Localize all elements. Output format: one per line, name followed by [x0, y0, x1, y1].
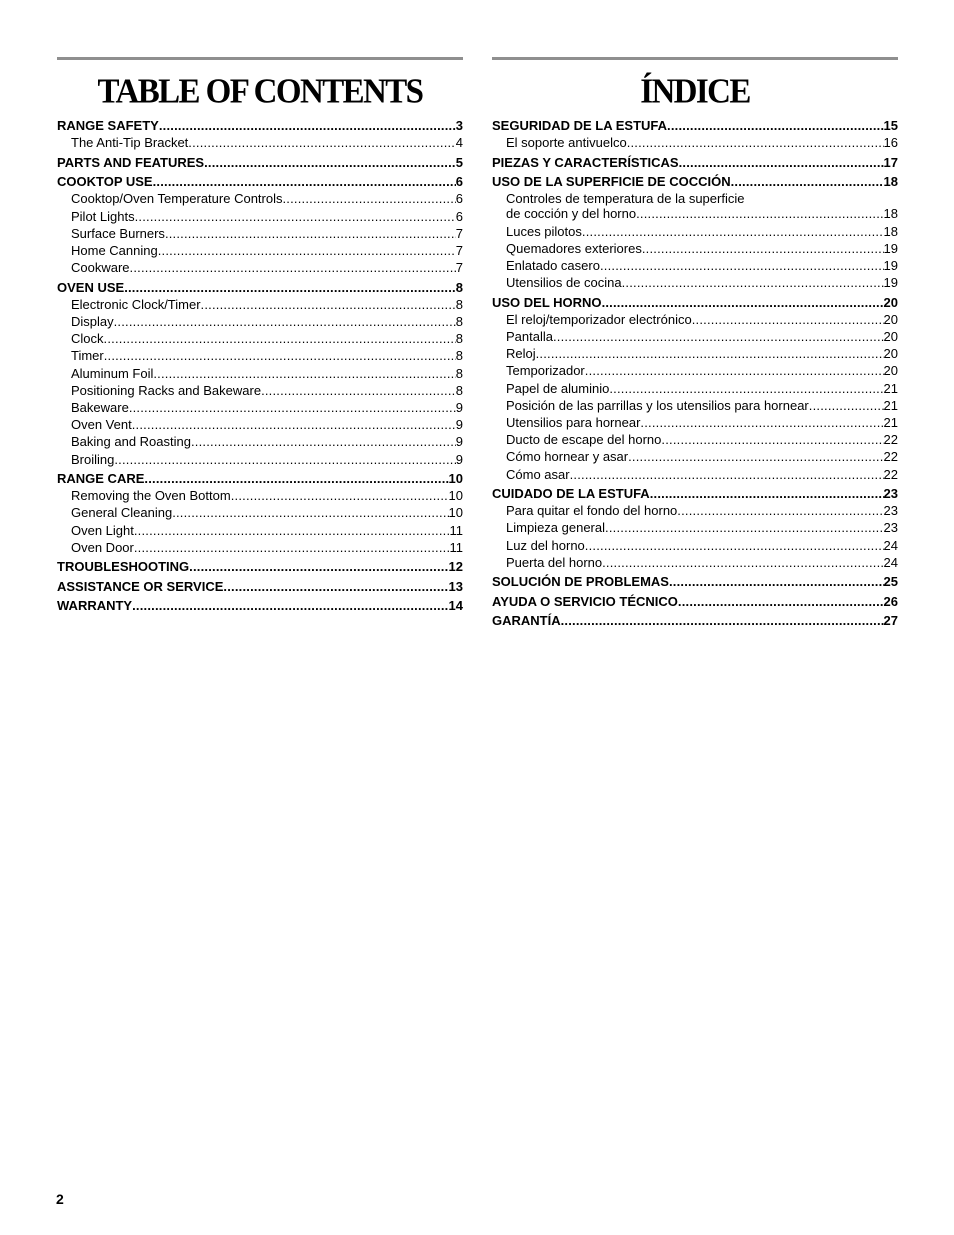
toc-entry-label: Bakeware: [71, 399, 129, 415]
toc-section-entry: [492, 613, 898, 628]
toc-entry-page-number: 12: [448, 559, 463, 575]
toc-entry-label: Cookware: [71, 260, 130, 276]
toc-entry-label: Positioning Racks and Bakeware: [71, 382, 262, 398]
toc-entry-label: El reloj/temporizador electrónico: [506, 311, 692, 327]
toc-entry-page-number: 3: [455, 118, 463, 133]
toc-entry-page-number: 9: [455, 434, 463, 450]
toc-column-spanish: [492, 57, 898, 628]
toc-subsection-entry: [492, 241, 898, 256]
dot-leader: [159, 118, 456, 133]
toc-entry-page-number: 8: [455, 331, 463, 347]
dot-leader: [642, 241, 884, 256]
toc-entry-label: Cómo asar: [506, 466, 570, 482]
toc-entry-label: Oven Door: [71, 539, 134, 555]
dot-leader: [135, 209, 456, 224]
toc-entry-page-number: 20: [883, 346, 898, 362]
toc-subsection-entry: [57, 505, 463, 520]
toc-section-entry: [492, 174, 898, 189]
toc-entry-label: Removing the Oven Bottom: [71, 488, 231, 504]
dot-leader: [189, 559, 448, 574]
toc-subsection-entry: [57, 348, 463, 363]
toc-entry-label-continued: de cocción y del horno: [506, 206, 637, 222]
toc-subsection-entry: [57, 135, 463, 150]
toc-entry-label: Clock: [71, 331, 104, 347]
toc-entry-label: Surface Burners: [71, 225, 165, 241]
toc-entry-label: RANGE CARE: [57, 471, 145, 486]
toc-section-entry: [492, 295, 898, 310]
toc-entry-label: ASSISTANCE OR SERVICE: [57, 578, 224, 594]
toc-section-entry: [492, 118, 898, 133]
toc-entry-page-number: 9: [455, 399, 463, 415]
toc-list-spanish: [492, 118, 898, 628]
toc-entry-label: USO DEL HORNO: [492, 294, 602, 310]
dot-leader: [636, 206, 883, 221]
toc-entry-page-number: 23: [883, 520, 898, 536]
toc-subsection-entry: [492, 467, 898, 482]
toc-entry-page-number: 7: [455, 242, 463, 258]
toc-subsection-entry: [57, 260, 463, 275]
toc-entry-label: SOLUCIÓN DE PROBLEMAS: [492, 574, 669, 590]
toc-entry-label: RANGE SAFETY: [57, 118, 159, 133]
dot-leader: [661, 432, 883, 447]
toc-subsection-entry: [492, 415, 898, 430]
top-rule-left: [57, 57, 463, 60]
toc-entry-page-number: 7: [455, 260, 463, 276]
toc-subsection-entry: [492, 346, 898, 361]
dot-leader: [231, 488, 449, 503]
toc-entry-label: Aluminum Foil: [71, 365, 154, 381]
toc-entry-page-number: 22: [883, 449, 898, 465]
toc-subsection-entry: [492, 555, 898, 570]
toc-entry-label: Broiling: [71, 451, 115, 467]
toc-entry-label: SEGURIDAD DE LA ESTUFA: [492, 118, 668, 133]
dot-leader: [585, 538, 884, 553]
toc-entry-label: Posición de las parrillas y los utensilios para hornear: [506, 397, 809, 413]
toc-entry-label: Utensilios de cocina: [506, 275, 622, 291]
dot-leader: [536, 346, 884, 361]
toc-entry-page-number: 20: [883, 329, 898, 344]
dot-leader: [114, 314, 456, 329]
toc-section-entry: [57, 559, 463, 574]
toc-entry-page-number: 23: [883, 486, 898, 501]
toc-entry-label: WARRANTY: [57, 598, 133, 614]
dot-leader: [677, 503, 883, 518]
toc-subsection-entry: [492, 275, 898, 290]
toc-subsection-entry: [57, 417, 463, 432]
toc-entry-label: Display: [71, 314, 114, 329]
dot-leader: [627, 135, 884, 150]
toc-entry-page-number: 17: [883, 154, 898, 170]
toc-entry-page-number: 6: [455, 174, 463, 190]
toc-subsection-entry: [57, 540, 463, 555]
toc-subsection-entry: [492, 432, 898, 447]
dot-leader: [130, 260, 456, 275]
toc-entry-page-number: 11: [449, 522, 463, 538]
toc-section-entry: [57, 118, 463, 133]
toc-subsection-entry: [57, 209, 463, 224]
toc-entry-page-number: 24: [883, 554, 898, 570]
toc-entry-label: Limpieza general: [506, 520, 606, 536]
toc-subsection-entry: [492, 258, 898, 273]
toc-entry-label: Home Canning: [71, 242, 158, 258]
toc-subsection-entry: [57, 383, 463, 398]
dot-leader: [553, 329, 884, 344]
toc-entry-label: TROUBLESHOOTING: [57, 559, 190, 575]
toc-entry-page-number: 19: [883, 257, 898, 273]
dot-leader: [609, 381, 883, 396]
toc-entry-page-number: 9: [455, 451, 463, 467]
toc-entry-page-number: 24: [883, 537, 898, 553]
toc-entry-page-number: 7: [455, 225, 463, 241]
dot-leader: [679, 155, 884, 170]
toc-entry-label: Ducto de escape del horno: [506, 432, 662, 448]
toc-entry-label: Luces pilotos: [506, 223, 582, 239]
toc-entry-label: General Cleaning: [71, 505, 173, 521]
toc-section-entry: [57, 155, 463, 170]
toc-entry-page-number: 10: [448, 488, 463, 504]
dot-leader: [201, 297, 456, 312]
toc-entry-page-number: 11: [449, 539, 463, 555]
toc-title-spanish: ÍNDICE: [640, 72, 750, 111]
toc-entry-label: Oven Vent: [71, 417, 132, 433]
dot-leader: [191, 434, 456, 449]
toc-entry-page-number: 23: [883, 503, 898, 519]
toc-section-entry: [492, 486, 898, 501]
toc-subsection-entry: [57, 331, 463, 346]
toc-entry-label: Timer: [71, 348, 104, 364]
toc-entry-label: Cooktop/Oven Temperature Controls: [71, 191, 283, 207]
dot-leader: [158, 243, 456, 258]
toc-entry-label: Electronic Clock/Timer: [71, 296, 201, 312]
toc-entry-page-number: 4: [455, 135, 463, 151]
toc-column-english: [57, 57, 463, 613]
dot-leader: [602, 295, 884, 310]
toc-entry-label: Controles de temperatura de la superficie: [506, 191, 745, 207]
toc-entry-page-number: 16: [883, 135, 898, 151]
toc-entry-page-number: 18: [883, 206, 898, 222]
toc-title-english: TABLE OF CONTENTS: [97, 72, 423, 111]
dot-leader: [585, 363, 884, 378]
dot-leader: [667, 118, 884, 133]
toc-section-entry: [492, 594, 898, 609]
toc-entry-page-number: 21: [883, 380, 898, 396]
toc-subsection-entry: [57, 452, 463, 467]
toc-entry-page-number: 25: [883, 574, 898, 590]
toc-entry-label: The Anti-Tip Bracket: [71, 135, 189, 151]
toc-entry-label: Enlatado casero: [506, 257, 600, 273]
toc-subsection-entry: [492, 449, 898, 464]
toc-entry-page-number: 19: [883, 240, 898, 256]
toc-entry-label: AYUDA O SERVICIO TÉCNICO: [492, 593, 678, 609]
dot-leader: [172, 505, 448, 520]
dot-leader: [261, 383, 456, 398]
toc-entry-label: El soporte antivuelco: [506, 135, 627, 151]
dot-leader: [731, 174, 884, 189]
dot-leader: [132, 598, 448, 613]
toc-section-entry: [492, 155, 898, 170]
toc-subsection-entry: [57, 243, 463, 258]
dot-leader: [628, 449, 883, 464]
toc-entry-label: Quemadores exteriores: [506, 240, 642, 256]
dot-leader: [678, 594, 884, 609]
toc-entry-label: COOKTOP USE: [57, 174, 153, 190]
toc-entry-label: Oven Light: [71, 522, 134, 538]
toc-entry-label: Baking and Roasting: [71, 434, 191, 450]
dot-leader: [165, 226, 456, 241]
toc-entry-label: Pilot Lights: [71, 208, 135, 224]
toc-entry-page-number: 6: [455, 208, 463, 224]
dot-leader: [669, 574, 884, 589]
dot-leader: [561, 613, 884, 628]
toc-entry-page-number: 22: [883, 466, 898, 482]
dot-leader: [153, 174, 456, 189]
toc-subsection-entry: [492, 520, 898, 535]
toc-entry-page-number: 18: [883, 174, 898, 190]
toc-entry-label: Puerta del horno: [506, 554, 603, 570]
toc-entry-page-number: 27: [883, 613, 898, 629]
dot-leader: [809, 398, 884, 413]
toc-entry-page-number: 5: [455, 154, 463, 170]
dot-leader: [582, 224, 884, 239]
toc-section-entry: [57, 598, 463, 613]
toc-entry-label: PIEZAS Y CARACTERÍSTICAS: [492, 154, 679, 170]
toc-subsection-entry: [57, 434, 463, 449]
toc-subsection-entry: [492, 398, 898, 413]
page-number: 2: [56, 1191, 64, 1207]
toc-subsection-entry: [492, 363, 898, 378]
toc-entry-page-number: 8: [455, 279, 463, 295]
top-rule-right: [492, 57, 898, 60]
toc-entry-page-number: 20: [883, 363, 898, 379]
dot-leader: [144, 471, 448, 486]
toc-entry-page-number: 8: [455, 382, 463, 398]
toc-subsection-entry: [492, 312, 898, 327]
toc-subsection-entry: [492, 503, 898, 518]
toc-subsection-entry: [492, 381, 898, 396]
toc-entry-label: Papel de aluminio: [506, 380, 610, 396]
dot-leader: [692, 312, 884, 327]
toc-entry-page-number: 20: [883, 311, 898, 327]
toc-subsection-entry: [492, 329, 898, 344]
toc-entry-label: CUIDADO DE LA ESTUFA: [492, 486, 650, 501]
dot-leader: [204, 155, 456, 170]
dot-leader: [188, 135, 455, 150]
toc-entry-page-number: 14: [448, 598, 463, 614]
toc-entry-label: Cómo hornear y asar: [506, 449, 629, 465]
dot-leader: [134, 523, 450, 538]
dot-leader: [622, 275, 884, 290]
toc-entry-label: Para quitar el fondo del horno: [506, 503, 678, 519]
dot-leader: [132, 417, 456, 432]
toc-section-entry: [57, 280, 463, 295]
toc-entry-page-number: 21: [883, 397, 898, 413]
toc-entry-label: Pantalla: [506, 329, 553, 344]
toc-entry-page-number: 18: [883, 223, 898, 239]
toc-entry-continuation: [506, 206, 898, 221]
toc-subsection-entry: [492, 538, 898, 553]
dot-leader: [605, 520, 884, 535]
toc-entry-page-number: 26: [883, 593, 898, 609]
dot-leader: [602, 555, 883, 570]
toc-subsection-entry: [57, 297, 463, 312]
toc-entry-page-number: 9: [455, 417, 463, 433]
dot-leader: [600, 258, 884, 273]
toc-section-entry: [57, 471, 463, 486]
dot-leader: [104, 331, 456, 346]
toc-entry-page-number: 15: [883, 118, 898, 133]
dot-leader: [282, 191, 455, 206]
toc-entry-label: Reloj: [506, 346, 536, 362]
toc-entry-page-number: 21: [883, 414, 898, 430]
toc-entry-label: Utensilios para hornear: [506, 414, 641, 430]
dot-leader: [223, 579, 448, 594]
toc-entry-page-number: 10: [448, 471, 463, 486]
toc-section-entry: [57, 579, 463, 594]
toc-entry-page-number: 8: [455, 348, 463, 364]
toc-subsection-entry: [492, 135, 898, 150]
toc-subsection-entry: [57, 523, 463, 538]
toc-entry-label: USO DE LA SUPERFICIE DE COCCIÓN: [492, 174, 731, 190]
toc-entry-label: PARTS AND FEATURES: [57, 154, 205, 170]
dot-leader: [640, 415, 883, 430]
toc-entry-label: GARANTÍA: [492, 613, 561, 629]
toc-entry-page-number: 13: [448, 578, 463, 594]
toc-entry-label: Luz del horno: [506, 537, 585, 553]
toc-entry-label: Temporizador: [506, 363, 585, 379]
toc-entry-label: OVEN USE: [57, 279, 125, 295]
toc-entry-page-number: 8: [455, 314, 463, 329]
dot-leader: [114, 452, 455, 467]
dot-leader: [570, 467, 884, 482]
toc-subsection-entry: [57, 191, 463, 206]
toc-subsection-entry: [492, 191, 898, 221]
dot-leader: [134, 540, 450, 555]
dot-leader: [129, 400, 456, 415]
toc-subsection-entry: [492, 224, 898, 239]
toc-subsection-entry: [57, 366, 463, 381]
dot-leader: [124, 280, 456, 295]
toc-entry-page-number: 8: [455, 365, 463, 381]
toc-section-entry: [57, 174, 463, 189]
dot-leader: [104, 348, 456, 363]
toc-section-entry: [492, 574, 898, 589]
toc-subsection-entry: [57, 400, 463, 415]
toc-entry-page-number: 20: [883, 294, 898, 310]
toc-entry-page-number: 8: [455, 296, 463, 312]
toc-entry-page-number: 22: [883, 432, 898, 448]
toc-list-english: [57, 118, 463, 613]
toc-entry-page-number: 10: [448, 505, 463, 521]
toc-subsection-entry: [57, 488, 463, 503]
dot-leader: [650, 486, 884, 501]
toc-subsection-entry: [57, 226, 463, 241]
toc-entry-page-number: 19: [883, 275, 898, 291]
toc-subsection-entry: [57, 314, 463, 329]
dot-leader: [153, 366, 455, 381]
toc-entry-page-number: 6: [455, 191, 463, 207]
